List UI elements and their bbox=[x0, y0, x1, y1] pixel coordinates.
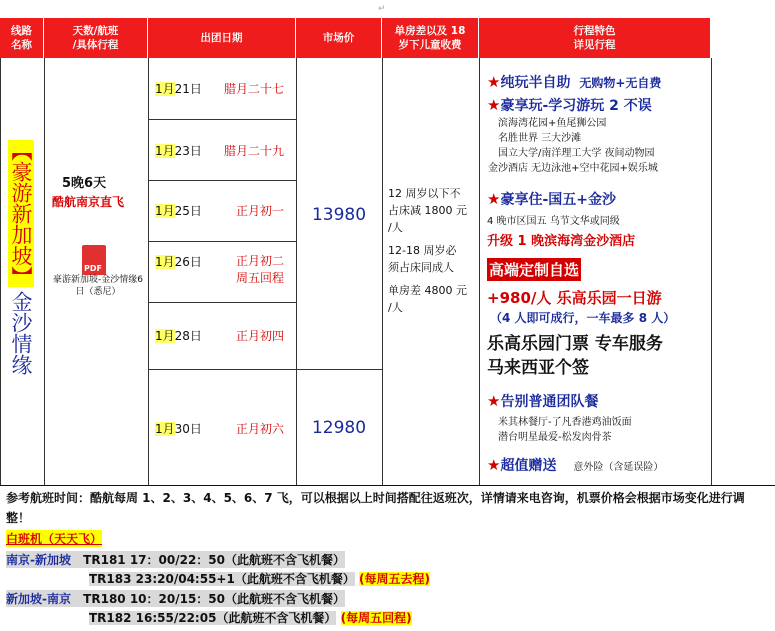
grid-line bbox=[148, 180, 296, 181]
feature-upgrade: 升级 1 晚滨海湾金沙酒店 bbox=[487, 234, 636, 249]
flight-intro: 参考航班时间：酷航每周 1、2、3、4、5、6、7 飞，可以根据以上时间搭配往返班次，详情请来电咨询，机票价格会根据市场变化进行调整！ bbox=[6, 491, 745, 525]
flight-in-2: TR182 16:55/22:05（此航班不含飞机餐） bbox=[89, 611, 337, 625]
date-day: 28日 bbox=[174, 329, 202, 343]
feature-title: 豪享玩-学习游玩 2 不误 bbox=[500, 98, 652, 114]
extra-line: /人 bbox=[388, 221, 403, 234]
grid-line bbox=[148, 302, 296, 303]
flight-out-2: TR183 23:20/04:55+1（此航班不含飞机餐） bbox=[89, 572, 355, 586]
price-13980: 13980 bbox=[311, 205, 367, 225]
header-days: 天数/航班 /具体行程 bbox=[44, 18, 148, 58]
days-nights: 5晚6天 bbox=[62, 176, 107, 191]
extra-line: 占床减 1800 元 bbox=[388, 204, 467, 217]
feature-subtitle: 意外险（含延误险） bbox=[573, 462, 664, 473]
grid-line bbox=[148, 58, 149, 485]
header-price: 市场价 bbox=[296, 18, 382, 58]
custom-price: +980/人 乐高乐园一日游 bbox=[487, 289, 662, 307]
feature-subtitle: 无购物+无自费 bbox=[579, 76, 662, 90]
extra-line: 单房差 4800 元 bbox=[388, 284, 467, 297]
grid-line bbox=[382, 58, 383, 485]
date-lunar: 腊月二十七 bbox=[223, 82, 284, 96]
extra-line: /人 bbox=[388, 301, 403, 314]
date-row bbox=[152, 202, 294, 222]
route-title-blue: 金沙情缘 bbox=[9, 291, 33, 375]
custom-line: 马来西亚个签 bbox=[487, 358, 589, 378]
date-lunar: 正月初二 周五回程 bbox=[235, 254, 284, 285]
days-flight: 酷航南京直飞 bbox=[52, 195, 125, 209]
flight-out-note: (每周五去程) bbox=[359, 572, 431, 586]
grid-line bbox=[296, 58, 297, 485]
grid-line bbox=[0, 485, 775, 486]
date-day: 23日 bbox=[174, 144, 202, 158]
date-month: 1月 bbox=[155, 422, 175, 436]
feature-item: 潜台明星最爱-松发肉骨茶 bbox=[498, 432, 612, 443]
grid-line bbox=[0, 58, 1, 485]
star-icon: ★ bbox=[487, 190, 501, 208]
grid-line bbox=[711, 58, 712, 485]
flight-route bbox=[6, 590, 345, 607]
header-route: 线路 名称 bbox=[0, 18, 44, 58]
route-in: 新加坡-南京 bbox=[6, 592, 71, 606]
custom-badge: 高端定制自选 bbox=[487, 258, 581, 281]
feature-item: 名胜世界 三大沙滩 bbox=[498, 133, 582, 144]
date-month: 1月 bbox=[155, 144, 175, 158]
date-month: 1月 bbox=[155, 255, 175, 269]
extra-line: 12 周岁以下不 bbox=[388, 187, 461, 200]
feature-item: 滨海湾花园+鱼尾狮公园 bbox=[498, 118, 607, 129]
feature-item: 4 晚市区国五 乌节文华或同级 bbox=[487, 216, 620, 227]
date-month: 1月 bbox=[155, 329, 175, 343]
flight-label: 白班机（天天飞） bbox=[6, 532, 103, 546]
custom-line: 乐高乐园门票 专车服务 bbox=[487, 334, 663, 354]
date-row bbox=[152, 327, 294, 347]
flight-route bbox=[6, 551, 345, 568]
date-row bbox=[152, 253, 294, 289]
feature-title: 超值赠送 bbox=[500, 458, 557, 474]
star-icon: ★ bbox=[487, 73, 501, 91]
date-day: 21日 bbox=[174, 82, 202, 96]
date-month: 1月 bbox=[155, 204, 175, 218]
grid-line bbox=[479, 58, 480, 485]
custom-note: （4 人即可成行，一车最多 8 人） bbox=[490, 311, 676, 325]
date-row bbox=[152, 142, 294, 162]
extra-line: 12-18 周岁必 bbox=[388, 244, 457, 257]
grid-line bbox=[148, 369, 382, 370]
date-row bbox=[152, 420, 294, 440]
flight-out-1: TR181 17：00/22：50（此航班不含飞机餐） bbox=[83, 553, 346, 567]
feature-item: 国立大学/南洋理工大学 夜间动物园 bbox=[498, 148, 655, 159]
date-month: 1月 bbox=[155, 82, 175, 96]
flight-in-1: TR180 10：20/15：50（此航班不含飞机餐） bbox=[83, 592, 346, 606]
paragraph-mark: ↵ bbox=[378, 4, 386, 14]
price-12980: 12980 bbox=[311, 418, 367, 438]
date-lunar: 正月初一 bbox=[235, 204, 284, 218]
grid-line bbox=[44, 58, 45, 485]
date-row bbox=[152, 80, 294, 100]
star-icon: ★ bbox=[487, 456, 501, 474]
star-icon: ★ bbox=[487, 96, 501, 114]
route-title-red: 【豪游新加坡】 bbox=[9, 140, 33, 287]
feature-title: 豪享住-国五+金沙 bbox=[500, 192, 616, 208]
feature-title: 告别普通团队餐 bbox=[500, 394, 599, 410]
header-date: 出团日期 bbox=[148, 18, 296, 58]
extra-line: 须占床同成人 bbox=[388, 261, 454, 274]
route-out: 南京-新加坡 bbox=[6, 553, 71, 567]
grid-line bbox=[148, 241, 296, 242]
date-day: 26日 bbox=[174, 255, 202, 269]
feature-title: 纯玩半自助 bbox=[500, 75, 571, 91]
date-day: 25日 bbox=[174, 204, 202, 218]
feature-item: 米其林餐厅-了凡香港鸡油饭面 bbox=[498, 417, 632, 428]
flight-in-note: (每周五回程) bbox=[340, 611, 412, 625]
date-lunar: 正月初四 bbox=[235, 329, 284, 343]
header-extra: 单房差以及 18 岁下儿童收费 bbox=[382, 18, 479, 58]
date-lunar: 正月初六 bbox=[235, 422, 284, 436]
date-lunar: 腊月二十九 bbox=[223, 144, 284, 158]
pdf-file-label[interactable]: 豪游新加坡-金沙情缘6日（悉尼） bbox=[53, 275, 143, 297]
pdf-file-icon[interactable]: PDF bbox=[82, 245, 106, 275]
header-feature: 行程特色 详见行程 bbox=[479, 18, 711, 58]
feature-item: 金沙酒店 无边泳池+空中花园+娱乐城 bbox=[488, 163, 658, 174]
star-icon: ★ bbox=[487, 392, 501, 410]
grid-line bbox=[148, 119, 296, 120]
date-day: 30日 bbox=[174, 422, 202, 436]
